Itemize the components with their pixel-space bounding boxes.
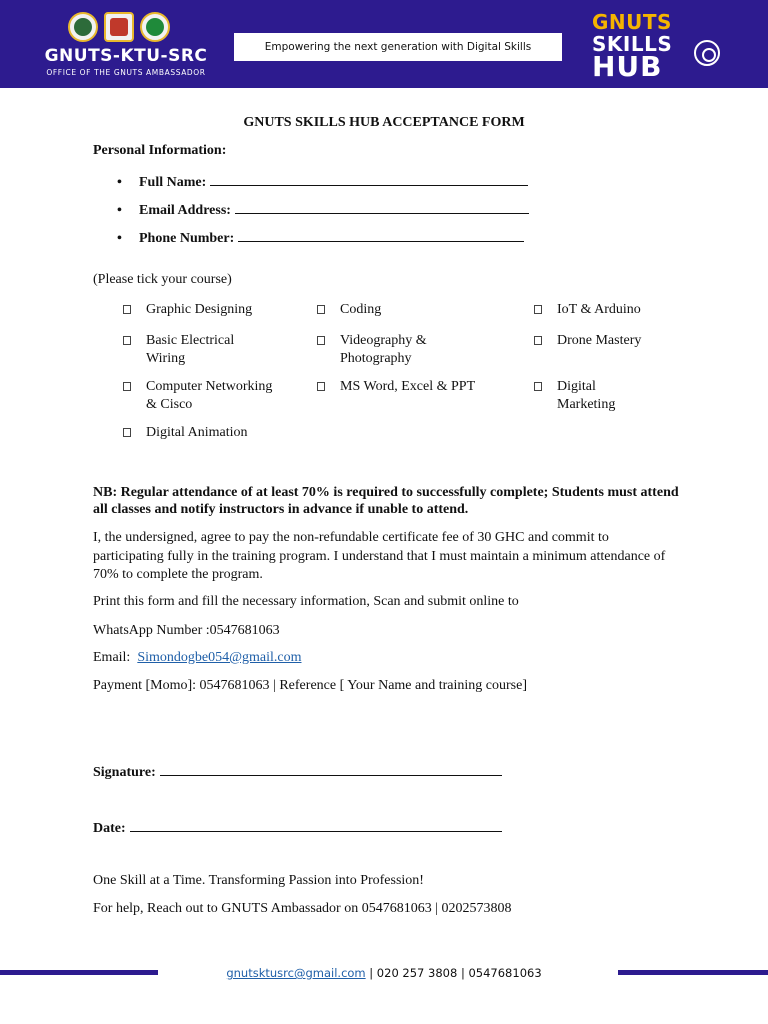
checkbox-icon[interactable] <box>123 382 131 391</box>
university-seal-icon <box>68 12 98 42</box>
course-checkbox[interactable]: Digital Animation <box>123 424 293 442</box>
course-checkbox[interactable]: Coding <box>317 301 507 319</box>
email-line[interactable] <box>235 199 529 214</box>
bullet-icon: • <box>117 175 122 190</box>
hub-line-2: SKILLS <box>592 32 673 56</box>
agreement-text: I, the undersigned, agree to pay the non-refundable certificate fee of 30 GHC and commit to participating fully in the training program. I understand that I must maintain a minimum attendance of 70% to complete the program. <box>93 530 666 582</box>
field-label: Email Address: <box>139 203 231 218</box>
email-line-text <box>93 649 683 668</box>
hub-line-1: GNUTS <box>592 10 672 34</box>
hub-line-3: HUB <box>592 50 663 83</box>
signature-field[interactable] <box>93 761 502 781</box>
date-label: Date: <box>93 821 126 836</box>
field-label: Phone Number: <box>139 231 235 246</box>
checkbox-icon[interactable] <box>317 305 325 314</box>
help-contact: For help, Reach out to GNUTS Ambassador on 0547681063 | 0202573808 <box>93 901 512 916</box>
checkbox-icon[interactable] <box>317 382 325 391</box>
checkbox-icon[interactable] <box>123 336 131 345</box>
footer-contact <box>0 966 768 980</box>
phone-field[interactable] <box>117 227 524 247</box>
checkbox-icon[interactable] <box>123 305 131 314</box>
date-line[interactable] <box>130 817 502 832</box>
skills-hub-logo <box>592 10 742 82</box>
field-label: Full Name: <box>139 175 207 190</box>
whatsapp-number: WhatsApp Number :0547681063 <box>93 623 280 638</box>
tick-instruction: (Please tick your course) <box>93 272 232 287</box>
bullet-icon: • <box>117 203 122 218</box>
full-name-line[interactable] <box>210 171 528 186</box>
email-field[interactable] <box>117 199 529 219</box>
footer-email-link[interactable]: gnutsktusrc@gmail.com <box>226 966 366 980</box>
header-banner <box>0 0 768 88</box>
course-checkbox[interactable]: Graphic Designing <box>123 301 293 319</box>
form-title: GNUTS SKILLS HUB ACCEPTANCE FORM <box>243 115 525 130</box>
date-field[interactable] <box>93 817 502 837</box>
shield-crest-icon <box>104 12 134 42</box>
checkbox-icon[interactable] <box>123 428 131 437</box>
checkbox-icon[interactable] <box>534 382 542 391</box>
course-checkbox[interactable]: Drone Mastery <box>534 332 684 350</box>
course-checkbox[interactable]: IoT & Arduino <box>534 301 684 319</box>
tagline: Empowering the next generation with Digital Skills <box>234 33 562 61</box>
checkbox-icon[interactable] <box>534 336 542 345</box>
payment-info: Payment [Momo]: 0547681063 | Reference [ Your Name and training course] <box>93 678 527 693</box>
section-heading: Personal Information: <box>93 143 227 158</box>
course-checkbox[interactable]: Basic Electrical Wiring <box>123 332 293 368</box>
footer-phones: | 020 257 3808 | 0547681063 <box>365 966 542 980</box>
email-label: Email: <box>93 650 131 665</box>
course-checkbox[interactable]: Digital Marketing <box>534 378 684 414</box>
org-subtitle: OFFICE OF THE GNUTS AMBASSADOR <box>46 68 206 77</box>
motto: One Skill at a Time. Transforming Passion into Profession! <box>93 873 424 888</box>
signature-label: Signature: <box>93 765 156 780</box>
partner-logos <box>68 12 170 42</box>
course-checkbox[interactable]: MS Word, Excel & PPT <box>317 378 507 396</box>
target-icon <box>694 40 720 66</box>
phone-line[interactable] <box>238 227 524 242</box>
ghana-map-icon <box>140 12 170 42</box>
checkbox-icon[interactable] <box>534 305 542 314</box>
course-checkbox[interactable]: Computer Networking & Cisco <box>123 378 293 414</box>
full-name-field[interactable] <box>117 171 528 191</box>
email-link[interactable]: Simondogbe054@gmail.com <box>137 650 302 665</box>
bullet-icon: • <box>117 231 122 246</box>
attendance-notice: NB: Regular attendance of at least 70% is required to successfully complete; Students must attend all classes and notify instructors in advance if unable to attend. <box>93 485 679 517</box>
checkbox-icon[interactable] <box>317 336 325 345</box>
print-instruction: Print this form and fill the necessary information, Scan and submit online to <box>93 594 519 609</box>
org-name: GNUTS-KTU-SRC <box>44 46 208 66</box>
course-checkbox[interactable]: Videography & Photography <box>317 332 507 368</box>
signature-line[interactable] <box>160 761 502 776</box>
